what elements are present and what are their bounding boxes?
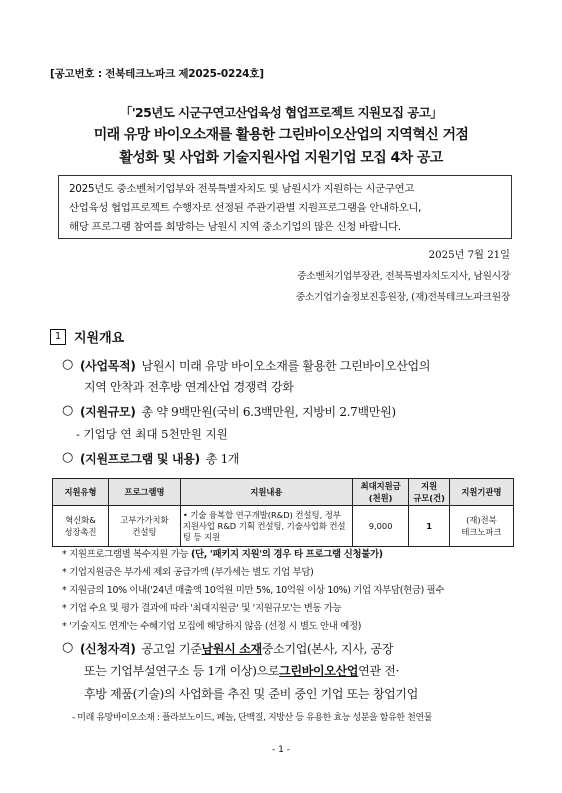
circle-bullet-icon: ○ xyxy=(62,403,74,418)
table-header: 프로그램명 xyxy=(109,479,181,506)
scale-text: 총 약 9백만원(국비 6.3백만원, 지방비 2.7백만원) xyxy=(141,405,396,419)
circle-bullet-icon: ○ xyxy=(62,357,74,372)
program-table xyxy=(52,478,514,547)
intro-box xyxy=(58,175,512,239)
table-row xyxy=(53,506,514,547)
program-label: (지원프로그램 및 내용) xyxy=(80,452,200,466)
note-2: * 기업지원금은 부가세 제외 공급가액 (부가세는 별도 기업 부담) xyxy=(62,567,314,578)
table-header: 지원유형 xyxy=(53,479,109,506)
issuing-orgs-line-1: 중소벤처기업부장관, 전북특별자치도지사, 남원시장 xyxy=(297,271,510,282)
eligibility-text-1b: 중소기업(본사, 지사, 공장 xyxy=(261,642,394,656)
table-header: 지원 규모(건) xyxy=(409,479,450,506)
table-header: 지원내용 xyxy=(180,479,352,506)
circle-bullet-icon: ○ xyxy=(62,640,74,655)
section-number-box: 1 xyxy=(50,329,66,345)
intro-line-1: 2025년도 중소벤처기업부와 전북특별자치도 및 남원시가 지원하는 시군구연고 xyxy=(69,183,415,195)
eligibility-highlight-industry: 그린바이오산업 xyxy=(279,664,359,678)
table-cell-type: 혁신화& 성장촉진 xyxy=(53,506,109,547)
purpose-text-2: 지역 안착과 전후방 연계산업 경쟁력 강화 xyxy=(84,380,294,394)
announcement-date: 2025년 7월 21일 xyxy=(428,250,510,261)
scale-subtext: - 기업당 연 최대 5천만원 지원 xyxy=(76,427,228,441)
table-header: 최대지원금 (천원) xyxy=(352,479,408,506)
circle-bullet-icon: ○ xyxy=(62,450,74,465)
table-cell-agency: (재)전북 테크노파크 xyxy=(449,506,513,547)
eligibility-highlight-location: 남원시 소재 xyxy=(201,642,262,656)
table-header: 지원기관명 xyxy=(449,479,513,506)
scale-label: (지원규모) xyxy=(80,405,136,419)
intro-line-3: 해당 프로그램 참여를 희망하는 남원시 지역 중소기업의 많은 신청 바랍니다. xyxy=(69,221,401,233)
program-text: 총 1개 xyxy=(205,452,240,466)
intro-line-2: 산업육성 협업프로젝트 수행자로 선정된 주관기관별 지원프로그램을 안내하오니, xyxy=(69,202,422,214)
title-line-3: 활성화 및 사업화 기술지원사업 지원기업 모집 4차 공고 xyxy=(119,150,443,166)
note-4: * 기업 수요 및 평가 결과에 따라 '최대지원금' 및 '지원규모'는 변동 가능 xyxy=(62,603,342,614)
eligibility-line-3: 후방 제품(기술)의 사업화를 추진 및 준비 중인 기업 또는 창업기업 xyxy=(84,687,418,701)
note-1: * 지원프로그램별 복수지원 가능 (단, '패키지 지원'의 경우 타 프로그램 신청불가) xyxy=(62,549,383,560)
issuing-orgs-line-2: 중소기업기술정보진흥원장, (재)전북테크노파크원장 xyxy=(295,292,510,303)
table-cell-count: 1 xyxy=(409,506,450,547)
eligibility-bullet xyxy=(62,640,393,657)
eligibility-text-1a: 공고일 기준 xyxy=(141,642,202,656)
page-number: - 1 - xyxy=(272,745,290,755)
eligibility-line-2: 또는 기업부설연구소 등 1개 이상)으로 그린바이오산업 연관 전· xyxy=(84,664,400,678)
purpose-text-1: 남원시 미래 유망 바이오소재를 활용한 그린바이오산업의 xyxy=(141,359,431,373)
table-cell-max-amount: 9,000 xyxy=(352,506,408,547)
notice-number: [공고번호 : 전북테크노파크 제2025-0224호] xyxy=(50,68,264,80)
table-cell-name: 고부가가치화 컨설팅 xyxy=(109,506,181,547)
section-heading xyxy=(50,327,124,346)
table-header-row xyxy=(53,479,514,506)
eligibility-label: (신청자격) xyxy=(80,642,136,656)
table-cell-content: • 기술 융복합 연구개발(R&D) 컨설팅, 정부 지원사업 R&D 기획 컨설팅, 기술사업화 컨설팅 등 지원 xyxy=(180,506,352,547)
section-title: 지원개요 xyxy=(74,331,125,346)
purpose-label: (사업목적) xyxy=(80,359,136,373)
title-line-2: 미래 유망 바이오소재를 활용한 그린바이오산업의 지역혁신 거점 xyxy=(93,127,469,143)
purpose-bullet xyxy=(62,357,430,374)
note-5: * '기술지도 연계'는 수혜기업 모집에 해당하지 않음 (선정 시 별도 안내 예정) xyxy=(62,621,362,632)
bio-material-footnote: - 미래 유망바이오소재 : 플라보노이드, 페놀, 단백질, 지방산 등 유용한 효능 성분을 함유한 천연물 xyxy=(72,713,433,723)
title-line-1: 「'25년도 시군구연고산업육성 협업프로젝트 지원모집 공고」 xyxy=(119,105,443,120)
scale-bullet xyxy=(62,403,396,420)
note-3: * 지원금의 10% 이내('24년 매출액 10억원 미만 5%, 10억원 이상 10%) 기업 자부담(현금) 필수 xyxy=(62,585,445,596)
program-bullet xyxy=(62,450,239,467)
